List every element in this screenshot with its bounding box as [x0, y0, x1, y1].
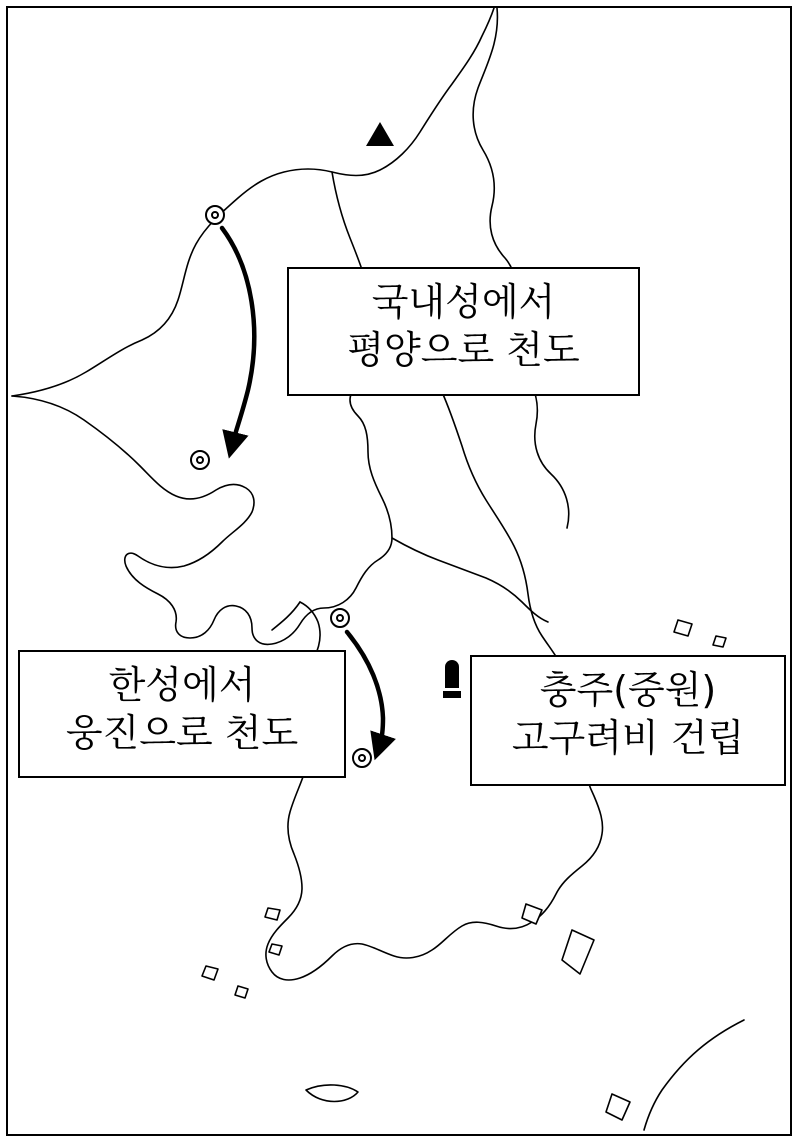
city-marker-hanseong[interactable]	[330, 608, 350, 628]
label-box-chungju-monument	[470, 655, 786, 786]
city-marker-gungnaeseong[interactable]	[205, 205, 225, 225]
map-frame-border	[6, 6, 792, 1136]
label-line-2: 고구려비 건립	[511, 715, 745, 760]
label-line-2: 웅진으로 천도	[65, 710, 299, 755]
label-line-2: 평양으로 천도	[347, 327, 580, 372]
stele-base	[443, 691, 461, 698]
label-box-pyongyang-move	[287, 267, 640, 396]
label-box-ungjin-move	[18, 650, 346, 778]
label-line-1: 충주(중원)	[539, 668, 717, 712]
mountain-triangle-icon	[366, 122, 394, 146]
monument-stele-icon	[443, 660, 461, 698]
label-line-1: 국내성에서	[371, 280, 556, 324]
city-marker-ungjin[interactable]	[352, 748, 372, 768]
city-marker-pyongyang[interactable]	[190, 450, 210, 470]
stele-body	[445, 660, 459, 688]
label-line-1: 한성에서	[108, 663, 256, 707]
